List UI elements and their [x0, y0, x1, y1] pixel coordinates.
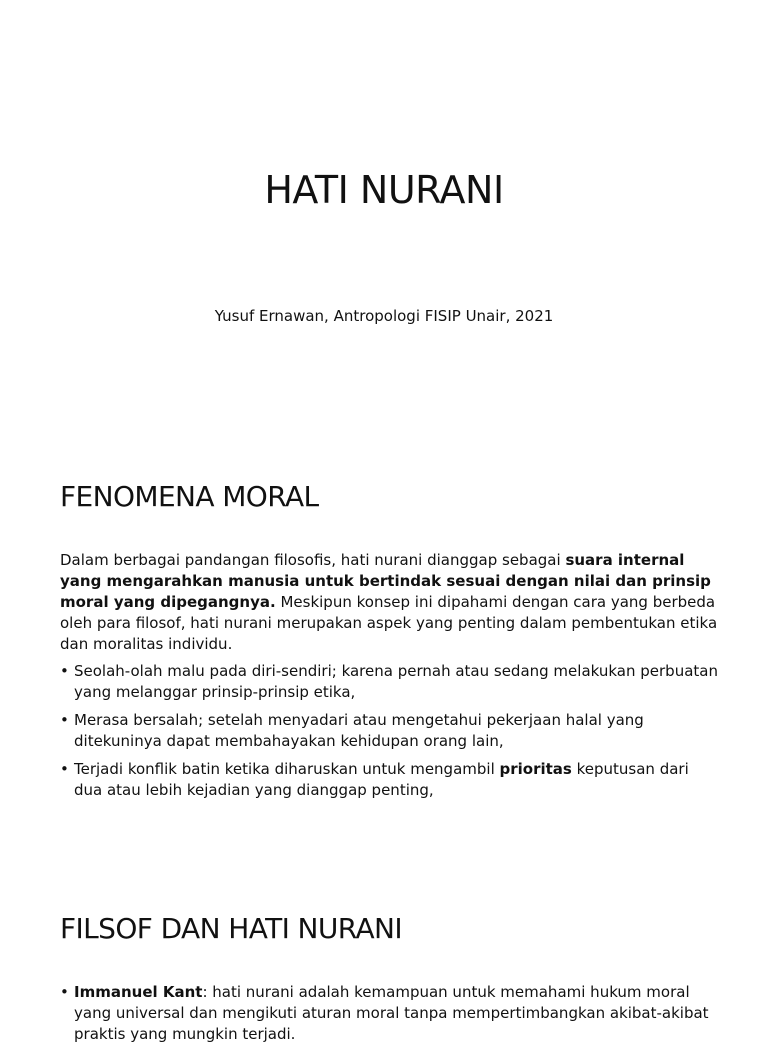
intro-paragraph	[60, 550, 720, 655]
bullet-icon: •	[60, 662, 69, 680]
intro-text: Dalam berbagai pandangan filosofis, hati nurani dianggap sebagai	[60, 551, 566, 569]
presentation-title: HATI NURANI	[264, 168, 504, 212]
bullet-icon: •	[60, 983, 69, 1001]
intro-bold-text: suara internal yang mengarahkan manusia untuk bertindak sesuai dengan nilai dan prinsip moral yang dipegangnya.	[60, 551, 711, 611]
slide-heading: FENOMENA MORAL	[60, 480, 319, 513]
list-item-text: : hati nurani adalah kemampuan untuk memahami hukum moral yang universal dan mengikuti aturan moral tanpa mempertimbangkan akibat-akibat praktis yang mungkin terjadi.	[74, 983, 709, 1043]
slide-filsof-dan-hati-nurani	[0, 880, 768, 1043]
slide-content	[60, 550, 720, 808]
slide-heading: FILSOF DAN HATI NURANI	[60, 912, 403, 945]
list-item-text: Merasa bersalah; setelah menyadari atau mengetahui pekerjaan halal yang ditekuninya dapat membahayakan kehidupan orang lain,	[74, 711, 644, 750]
bullet-icon: •	[60, 760, 69, 778]
list-item-text-end: keputusan dari dua atau lebih kejadian yang dianggap penting,	[74, 760, 689, 799]
title-slide	[0, 0, 768, 432]
list-item	[60, 759, 720, 801]
slide-fenomena-moral	[0, 440, 768, 872]
bullet-list	[60, 661, 720, 801]
intro-text-end: Meskipun konsep ini dipahami dengan cara yang berbeda oleh para filosof, hati nurani merupakan aspek yang penting dalam pembentukan etika dan moralitas individu.	[60, 593, 718, 653]
list-item-text: Seolah-olah malu pada diri-sendiri; karena pernah atau sedang melakukan perbuatan yang melanggar prinsip-prinsip etika,	[74, 662, 718, 701]
list-item	[60, 710, 720, 752]
bullet-list	[60, 982, 720, 1045]
slide-content	[60, 982, 720, 1052]
list-item-text: Terjadi konflik batin ketika diharuskan untuk mengambil	[74, 760, 500, 778]
presentation-subtitle: Yusuf Ernawan, Antropologi FISIP Unair, 2021	[214, 307, 554, 325]
list-item	[60, 982, 720, 1045]
bullet-icon: •	[60, 711, 69, 729]
list-item-bold-text: prioritas	[499, 760, 572, 778]
list-item	[60, 661, 720, 703]
philosopher-name: Immanuel Kant	[74, 983, 203, 1001]
